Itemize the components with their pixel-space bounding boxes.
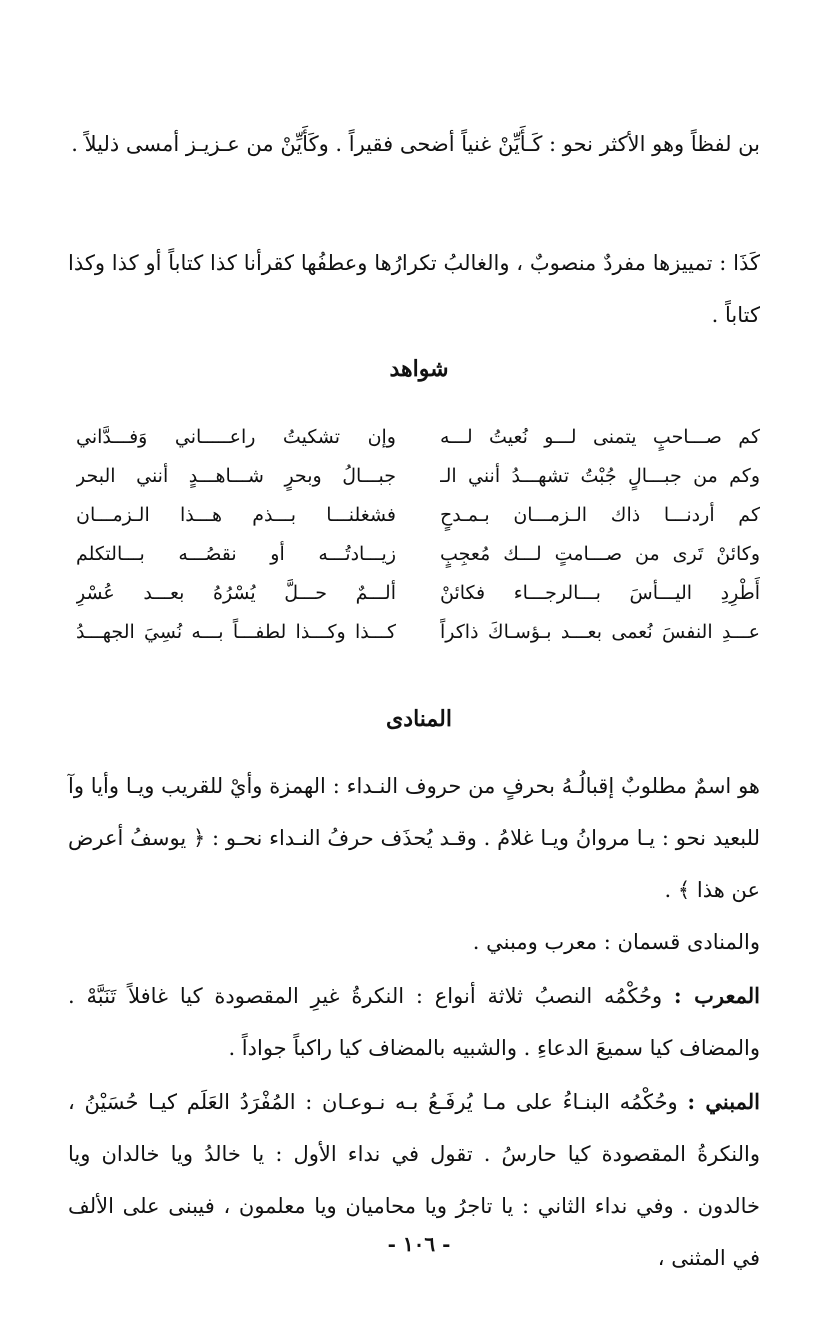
murab-label: المعرب :	[673, 983, 760, 1008]
munada-heading: المنادى	[386, 706, 452, 732]
page-number: - ١٠٦ -	[387, 1232, 451, 1256]
verse-second-hemistich: زيـــادتُـــه أو نقصُـــه بـــالتكلم	[76, 543, 396, 565]
verse-second-hemistich: جبـــالُ وبحرٍ شـــاهـــدٍ أنني البحر	[76, 465, 396, 487]
munada-definition-paragraph: هو اسمٌ مطلوبٌ إقبالُـهُ بحرفٍ من حروف النـداء : الهمزة وأيْ للقريب ويـا وأيا وآ للبعيد نحو : يـا مروانُ ويـا غلامُ . وقـد يُحذَف حرفُ النـداء نحـو : ﴿ يوسفُ أعرض عن هذا ﴾ .	[68, 774, 760, 902]
verse-second-hemistich: ألـــمٌ حـــلَّ يُسْرُهُ بعـــد عُسْرِ	[76, 582, 396, 604]
verse-second-hemistich: وإن تشكيتُ راعـــــاني وَفـــدَّاني	[76, 426, 396, 448]
intro-paragraph: بن لفظاً وهو الأكثر نحو : كَـأَيِّنْ غنياً أضحى فقيراً . وكَأَيِّنْ من عـزيـز أمسى ذليلاً .	[71, 132, 760, 156]
kadha-paragraph: كَذَا : تمييزها مفردٌ منصوبٌ ، والغالبُ تكرارُها وعطفُها كقرأنا كذا كتاباً أو كذا وكذا كتاباً .	[68, 251, 760, 327]
mabni-label: المبني :	[687, 1089, 760, 1114]
verse-second-hemistich: كـــذا وكـــذا لطفـــاً بـــه نُسِيَ الجهـــدُ	[76, 621, 396, 643]
mabni-text: وحُكْمُه البنـاءُ على مـا يُرفَـعُ بـه نـوعـان : المُفْرَدُ العَلَم كيـا حُسَيْنُ ، والنكرةُ المقصودة كيا حارسُ . تقول في نداء الأول : يا خالدُ ويا خالدان ويا خالدون . وفي نداء الثاني : يا تاجرُ ويا محاميان ويا معلمون ، فيبنى على الألف في المثنى ،	[68, 1090, 760, 1270]
verse-first-hemistich: كم أردنـــا ذاك الـزمـــان بـمـدحٍ	[440, 504, 760, 526]
verse-first-hemistich: وكم من جبـــالٍ جُبْتُ تشهـــدُ أنني الـ	[440, 465, 760, 487]
verse-first-hemistich: كم صـــاحبٍ يتمنى لـــو نُعيتُ لـــه	[440, 426, 760, 448]
shawahid-heading: شواهد	[389, 356, 449, 382]
verse-second-hemistich: فشغلنـــا بـــذم هـــذا الـزمـــان	[76, 504, 396, 526]
murab-text: وحُكْمُه النصبُ ثلاثة أنواع : النكرةُ غيرِ المقصودة كيا غافلاً تَنَبَّهْ . والمضاف كيا سميعَ الدعاءِ . والشبيه بالمضاف كيا راكباً جواداً .	[68, 984, 760, 1060]
munada-types-paragraph: والمنادى قسمان : معرب ومبني .	[472, 930, 760, 954]
verse-first-hemistich: أَطْرِدِ اليـــأسَ بـــالرجـــاء فكائنْ	[440, 582, 760, 604]
murab-paragraph	[68, 970, 760, 1074]
verse-first-hemistich: عـــدِ النفسَ نُعمى بعـــد بـؤسـاكَ ذاكراً	[440, 621, 760, 643]
verse-first-hemistich: وكائنْ تَرى من صـــامتٍ لـــك مُعجِبٍ	[440, 543, 760, 565]
